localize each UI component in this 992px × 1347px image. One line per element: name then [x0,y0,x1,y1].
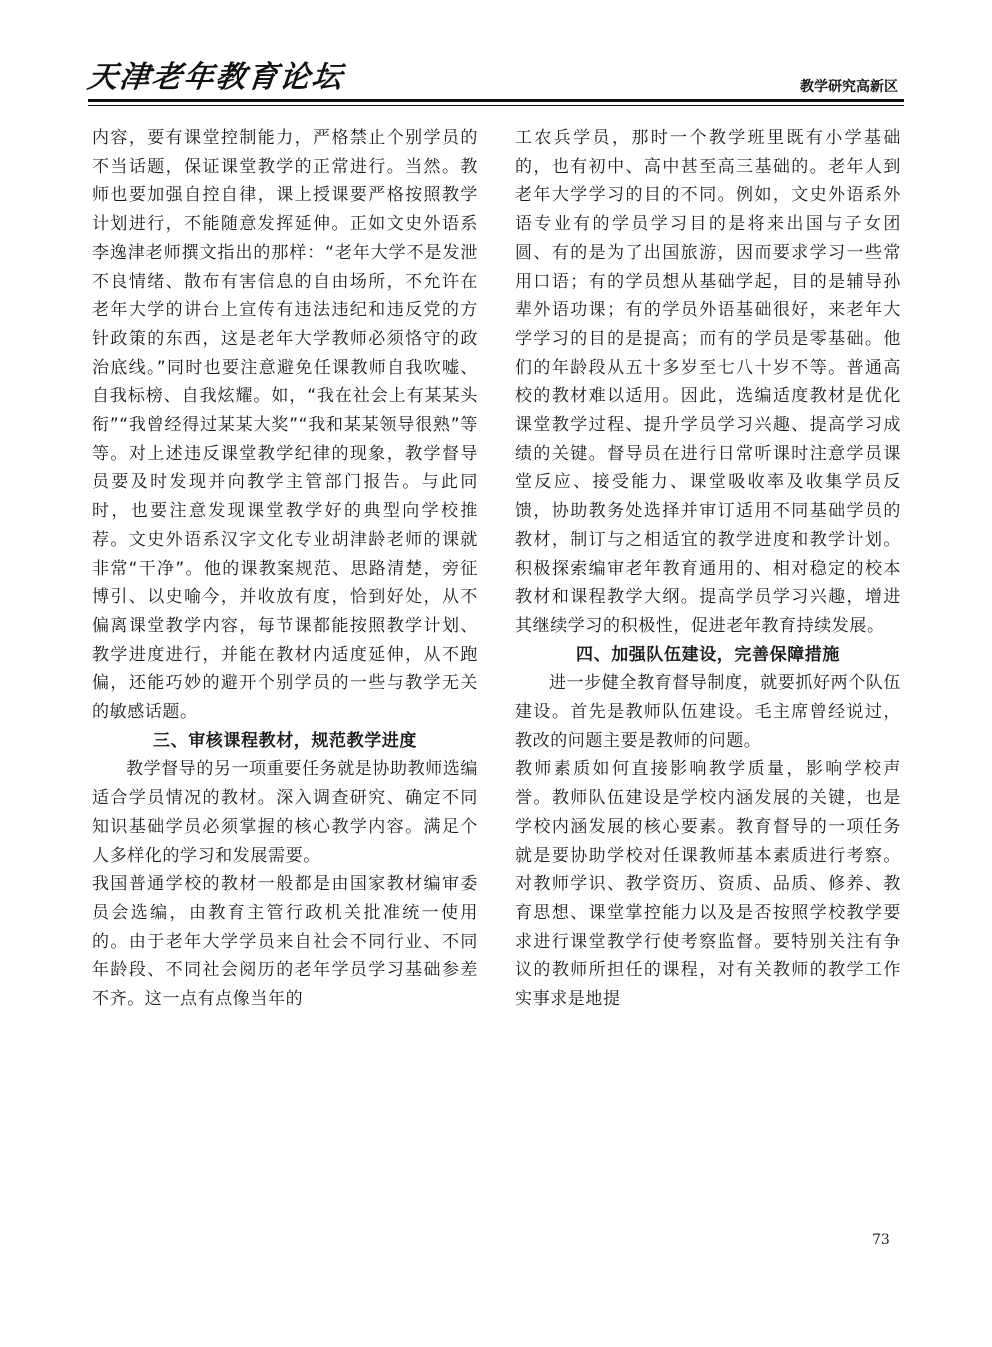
right-column [515,124,901,1014]
section-heading-4: 四、加强队伍建设，完善保障措施 [576,644,840,665]
section-name: 教学研究高新区 [800,79,898,95]
page-number: 73 [872,1232,890,1248]
right-paragraph-3: 教师素质如何直接影响教学质量，影响学校声誉。教师队伍建设是学校内涵发展的关键，也是学校内涵发展的核心要素。教育督导的一项任务就是要协助学校对任课教师基本素质进行考察。对教师学识、教学资历、资质、品质、修养、教育思想、课堂掌控能力以及是否按照学校教学要求进行课堂教学行使考察监督。要特别关注有争议的教师所担任的课程，对有关教师的教学工作实事求是地提 [515,759,901,1010]
left-paragraph-1: 内容，要有课堂控制能力，严格禁止个别学员的不当话题，保证课堂教学的正常进行。当然。教师也要加强自控自律，课上授课要严格按照教学计划进行，不能随意发挥延伸。正如文史外语系李逸津老师撰文指出的那样：“老年大学不是发泄不良情绪、散布有害信息的自由场所，不允许在老年大学的讲台上宣传有违法违纪和违反党的方针政策的东西，这是老年大学教师必须恪守的政治底线。”同时也要注意避免任课教师自我吹嘘、自我标榜、自我炫耀。如，“我在社会上有某某头衔”“我曾经得过某某大奖”“我和某某领导很熟”等等。对上述违反课堂教学纪律的现象，教学督导员要及时发现并向教学主管部门报告。与此同时，也要注意发现课堂教学好的典型向学校推荐。文史外语系汉字文化专业胡津龄老师的课就非常“干净”。他的课教案规范、思路清楚，旁征博引、以史喻今，并收放有度，恰到好处，从不偏离课堂教学内容，每节课都能按照教学计划、教学进度进行，并能在教材内适度延伸，从不跑偏，还能巧妙的避开个别学员的一些与教学无关的敏感话题。 [92,128,478,723]
header-rule-thin [88,105,904,106]
right-paragraph-1: 工农兵学员，那时一个教学班里既有小学基础的，也有初中、高中甚至高三基础的。老年人到老年大学学习的目的不同。例如，文史外语系外语专业有的学员学习目的是将来出国与子女团圆、有的是为了出国旅游，因而要求学习一些常用口语；有的学员想从基础学起，目的是辅导孙辈外语功课；有的学员外语基础很好，来老年大学学习的目的是提高；而有的学员是零基础。他们的年龄段从五十多岁至七八十岁不等。普通高校的教材难以适用。因此，选编适度教材是优化课堂教学过程、提升学员学习兴趣、提高学习成绩的关键。督导员在进行日常听课时注意学员课堂反应、接受能力、课堂吸收率及收集学员反馈，协助教务处选择并审订适用不同基础学员的教材，制订与之相适宜的教学进度和教学计划。积极探索编审老年教育通用的、相对稳定的校本教材和课程教学大纲。提高学员学习兴趣，增进其继续学习的积极性，促进老年教育持续发展。 [515,128,901,636]
masthead [85,52,904,102]
left-column [92,124,478,1014]
header-rule-thick [88,99,904,102]
section-heading-3: 三、审核课程教材，规范教学进度 [153,730,417,751]
journal-logo: 天津老年教育论坛 [85,60,346,95]
left-paragraph-3: 我国普通学校的教材一般都是由国家教材编审委员会选编，由教育主管行政机关批准统一使用的。由于老年大学学员来自社会不同行业、不同年龄段、不同社会阅历的老年学员学习基础参差不齐。这一点有点像当年的 [92,874,478,1010]
left-paragraph-2: 教学督导的另一项重要任务就是协助教师选编适合学员情况的教材。深入调查研究、确定不同知识基础学员必须掌握的核心教学内容。满足个人多样化的学习和发展需要。 [92,759,478,866]
right-paragraph-2: 进一步健全教育督导制度，就要抓好两个队伍建设。首先是教师队伍建设。毛主席曾经说过，教改的问题主要是教师的问题。 [515,673,901,751]
